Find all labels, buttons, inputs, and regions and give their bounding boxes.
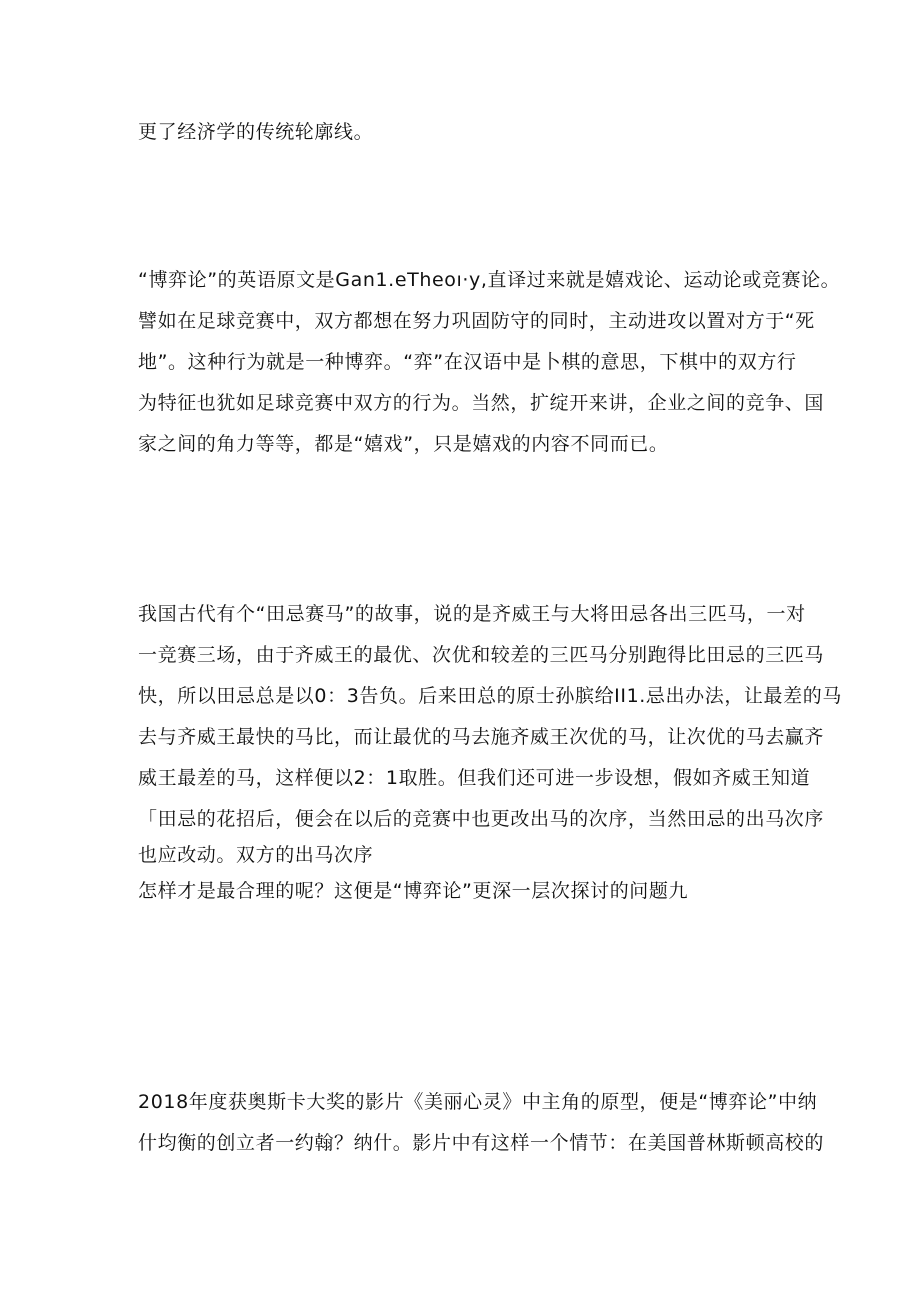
text-line: 地”。这种行为就是一种博弈。“弈”在汉语中是卜棋的意思，下棋中的双方行 (138, 351, 797, 373)
text-line: 家之间的角力等等，都是“嬉戏”，只是嬉戏的内容不同而已。 (138, 433, 669, 455)
text-line: 2018年度获奥斯卡大奖的影片《美丽心灵》中主角的原型，便是“博弈论”中纳 (138, 1091, 818, 1113)
text-line: 一竞赛三场，由于齐威王的最优、次优和较差的三匹马分别跑得比田忌的三匹马 (138, 644, 825, 666)
text-line: 更了经济学的传统轮廓线。 (138, 121, 374, 143)
paragraph-economics-outline (138, 112, 798, 153)
text-line: 「田忌的花招后，便会在以后的竞赛中也更改出马的次序，当然田忌的出马次序 (138, 808, 825, 830)
text-line: “博弈论”的英语原文是Gan1.eTheoı·y,直译过来就是嬉戏论、运动论或竞赛论。 (138, 269, 841, 291)
text-line: 快，所以田忌总是以0：3告负。后来田总的原士孙膑给II1.忌出办法，让最差的马 (138, 685, 842, 707)
text-line: 去与齐威王最快的马比，而让最优的马去施齐威王次优的马，让次优的马去赢齐 (138, 726, 825, 748)
text-line: 譬如在足球竞赛中，双方都想在努力巩固防守的同时，主动进攻以置对方于“死 (138, 310, 815, 332)
text-line: 为特征也犹如足球竞赛中双方的行为。当然，扩绽开来讲，企业之间的竞争、国 (138, 392, 825, 414)
text-line: 也应改动。双方的出马次序 (138, 844, 374, 866)
paragraph-beautiful-mind (138, 1082, 825, 1164)
text-line: 威王最差的马，这样便以2：1取胜。但我们还可进一步设想，假如齐威王知道 (138, 767, 811, 789)
text-line: 什均衡的创立者一约翰？纳什。影片中有这样一个情节：在美国普林斯顿高校的 (138, 1132, 825, 1154)
paragraph-game-theory-definition (138, 260, 841, 465)
paragraph-tianji-horse-race (138, 594, 842, 912)
text-line: 怎样才是最合理的呢？这便是“博弈论”更深一层次探讨的问题九 (138, 880, 689, 902)
text-line: 我国古代有个“田忌赛马”的故事，说的是齐威王与大将田忌各出三匹马，一对 (138, 603, 806, 625)
